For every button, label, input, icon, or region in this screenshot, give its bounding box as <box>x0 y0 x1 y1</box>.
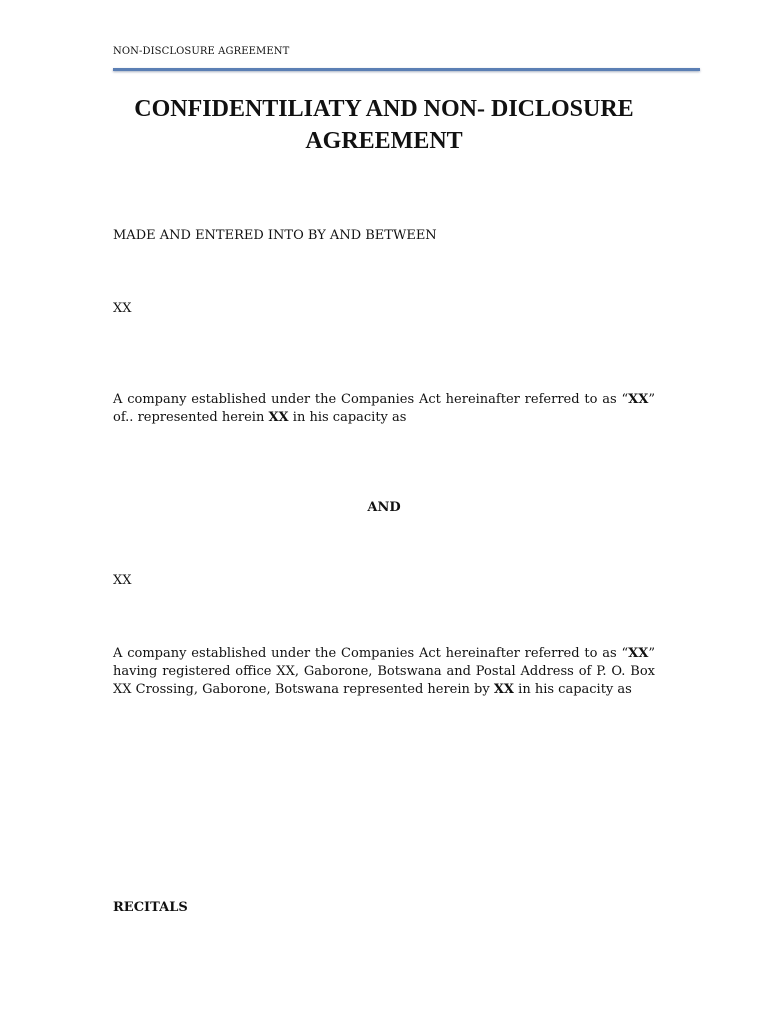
party-1-desc-b: ” of.. represented herein <box>113 392 655 425</box>
recitals-heading: RECITALS <box>113 900 188 915</box>
party-2-desc-a: A company established under the Companies Act hereinafter referred to as “ <box>113 646 629 661</box>
party-2-desc-b: ” having registered office XX, Gaborone, Botswana and Postal Address of P. O. Box XX Crossing, Gaborone, Botswana represented herein by <box>113 646 655 697</box>
preamble-text: MADE AND ENTERED INTO BY AND BETWEEN <box>113 228 437 243</box>
title-line-1: CONFIDENTILIATY AND NON- DICLOSURE <box>134 96 634 122</box>
party-1-alias: XX <box>628 392 649 407</box>
party-1-desc-a: A company established under the Companies Act hereinafter referred to as “ <box>113 392 629 407</box>
party-1-desc-c: in his capacity as <box>288 410 407 425</box>
party-2-description <box>113 645 655 699</box>
title-line-2: AGREEMENT <box>305 128 463 154</box>
party-1-description <box>113 391 655 427</box>
and-separator: AND <box>367 500 401 515</box>
party-2-representative: XX <box>493 682 515 697</box>
party-2-name: XX <box>113 573 132 588</box>
header-rule <box>113 68 700 71</box>
running-header: NON-DISCLOSURE AGREEMENT <box>113 46 290 57</box>
document-title <box>113 93 655 157</box>
party-1-name: XX <box>113 301 132 316</box>
party-1-representative: XX <box>268 410 289 425</box>
party-2-alias: XX <box>628 646 649 661</box>
party-2-desc-c: in his capacity as <box>514 682 632 697</box>
